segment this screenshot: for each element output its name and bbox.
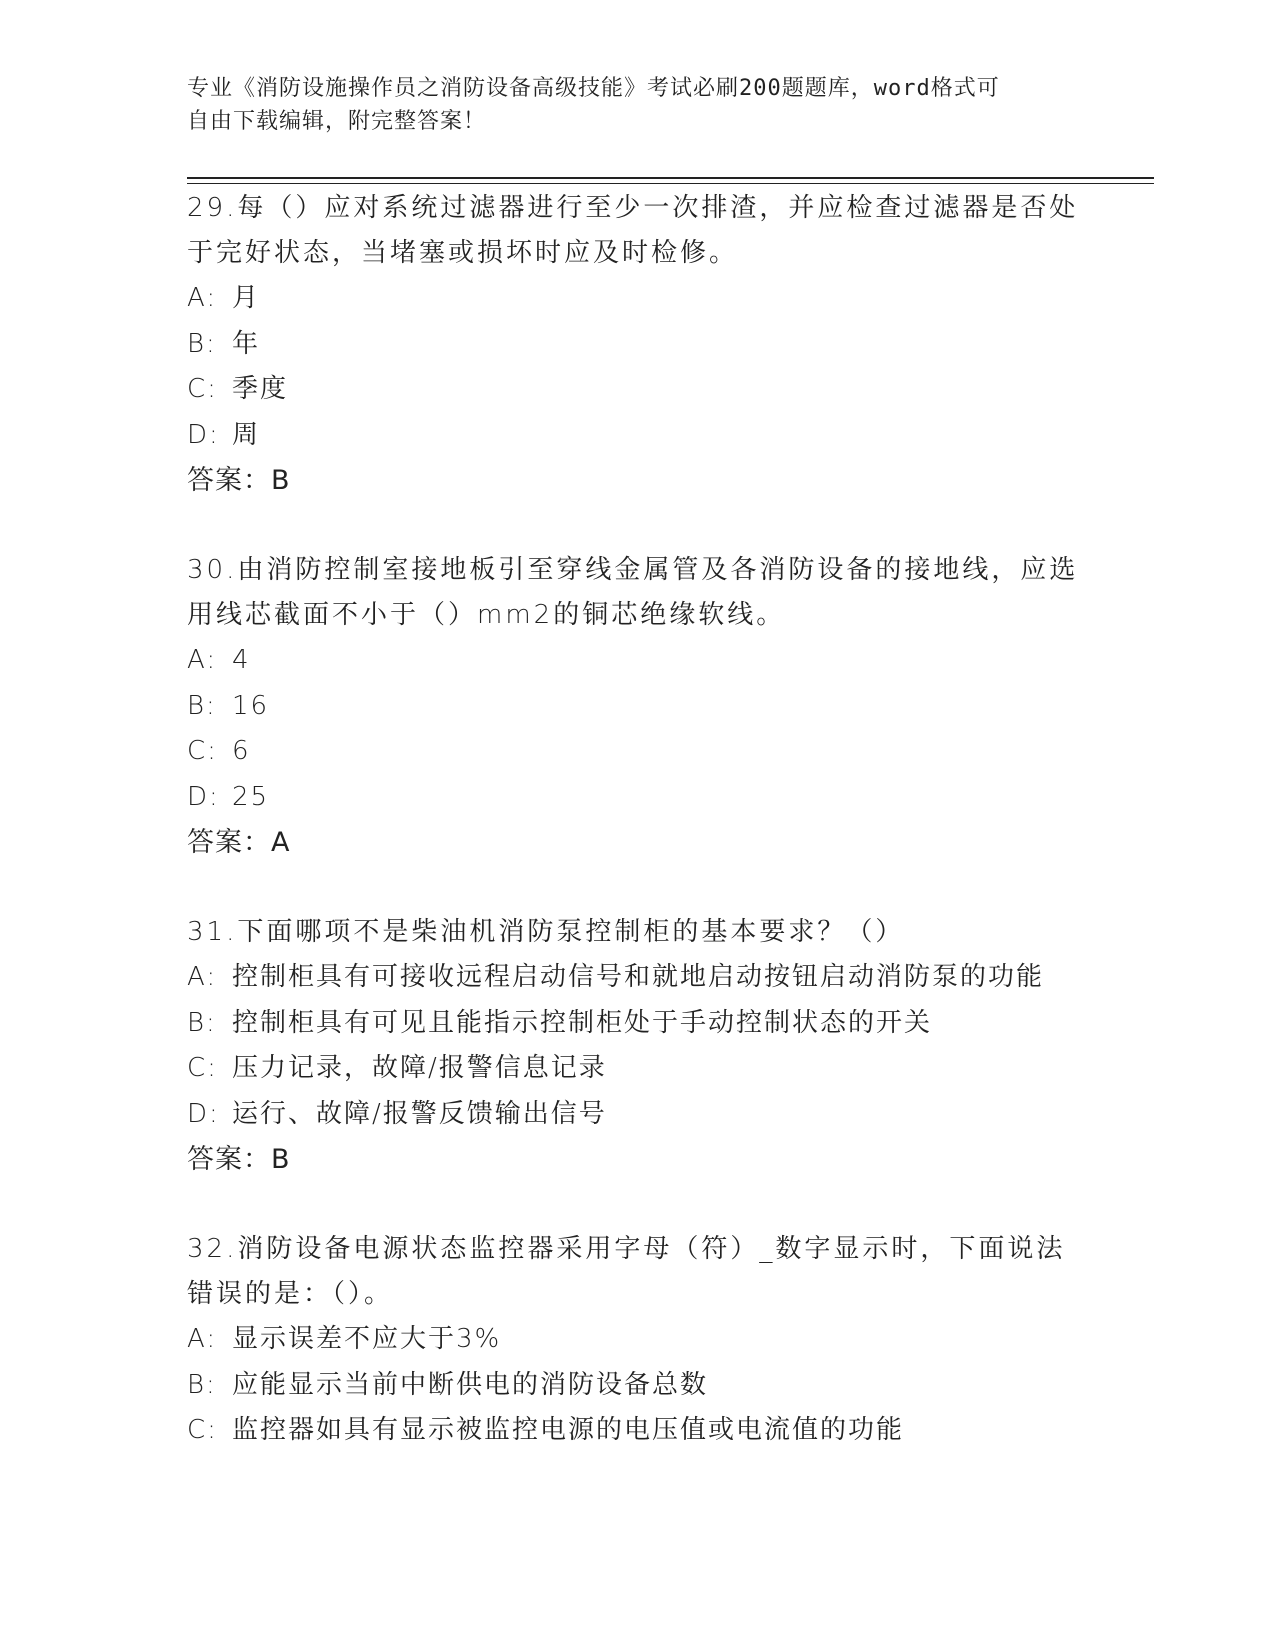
question-list — [187, 186, 1087, 1454]
option-a: A: 4 — [187, 645, 251, 675]
question-30 — [187, 548, 1087, 865]
answer-line: 答案：B — [187, 1144, 291, 1175]
header-divider-thick — [187, 177, 1154, 179]
option-b: B: 控制柜具有可见且能指示控制柜处于手动控制状态的开关 — [187, 1007, 933, 1038]
option-a: A: 月 — [187, 283, 261, 313]
option-d: D: 周 — [187, 419, 261, 450]
document-header — [187, 72, 1067, 138]
option-b: B: 年 — [187, 328, 261, 359]
option-b: B: 应能显示当前中断供电的消防设备总数 — [187, 1369, 709, 1400]
question-31 — [187, 910, 1087, 1182]
option-a: A: 控制柜具有可接收远程启动信号和就地启动按钮启动消防泵的功能 — [187, 962, 1045, 992]
header-line-2: 自由下载编辑，附完整答案！ — [187, 109, 487, 134]
option-c: C: 季度 — [187, 374, 289, 404]
question-stem: 29.每（）应对系统过滤器进行至少一次排渣，并应检查过滤器是否处于完好状态，当堵塞或损坏时应及时检修。 — [187, 193, 1079, 268]
option-c: C: 监控器如具有显示被监控电源的电压值或电流值的功能 — [187, 1415, 905, 1445]
answer-line: 答案：B — [187, 465, 291, 496]
option-d: D: 25 — [187, 781, 270, 812]
question-29 — [187, 186, 1087, 503]
option-c: C: 6 — [187, 736, 251, 766]
option-d: D: 运行、故障/报警反馈输出信号 — [187, 1098, 607, 1129]
header-divider-thin — [187, 183, 1154, 184]
header-line-1: 专业《消防设施操作员之消防设备高级技能》考试必刷200题题库，word格式可 — [187, 76, 1000, 101]
option-a: A: 显示误差不应大于3% — [187, 1324, 502, 1354]
option-c: C: 压力记录，故障/报警信息记录 — [187, 1053, 607, 1083]
option-b: B: 16 — [187, 690, 270, 721]
question-stem: 30.由消防控制室接地板引至穿线金属管及各消防设备的接地线，应选用线芯截面不小于（）mm2的铜芯绝缘软线。 — [187, 555, 1079, 630]
question-32 — [187, 1227, 1087, 1454]
question-stem: 31.下面哪项不是柴油机消防泵控制柜的基本要求？（） — [187, 917, 905, 947]
answer-line: 答案：A — [187, 827, 291, 858]
question-stem: 32.消防设备电源状态监控器采用字母（符）_数字显示时，下面说法错误的是：（）。 — [187, 1234, 1066, 1309]
